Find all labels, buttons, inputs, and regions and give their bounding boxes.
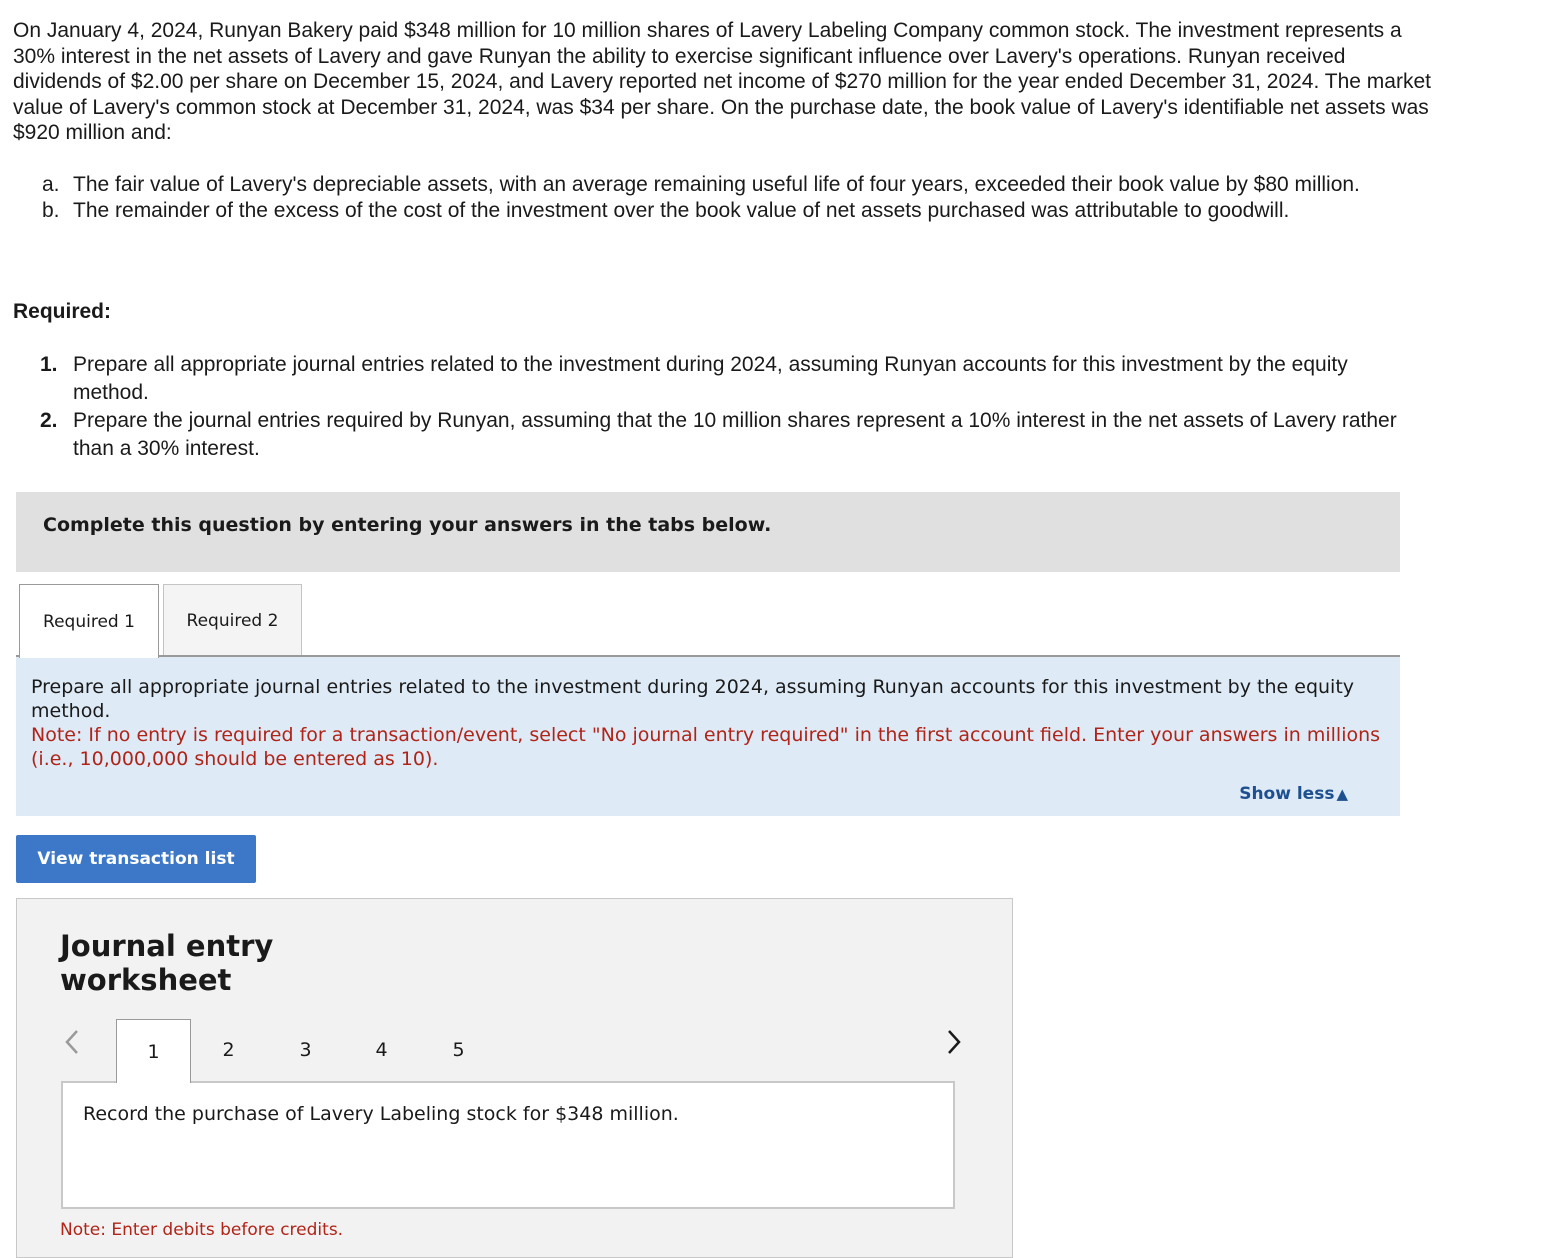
tab-required-2[interactable]: Required 2 bbox=[163, 584, 302, 656]
chevron-right-icon bbox=[946, 1029, 962, 1055]
journal-entry-worksheet bbox=[16, 898, 1013, 1258]
list-item bbox=[40, 407, 1420, 463]
view-transaction-list-button[interactable]: View transaction list bbox=[16, 835, 256, 883]
required-marker: 2. bbox=[40, 409, 58, 432]
problem-statement: On January 4, 2024, Runyan Bakery paid $348 million for 10 million shares of Lavery Labeling Company common stock. The investment represents a 30% interest in the net assets of Lavery and gave Runyan the ability to exercise significant influence over Lavery's operations. Runyan received dividends of $2.00 per share on December 15, 2024, and Lavery reported net income of $270 million for the year ended December 31, 2024. The market value of Lavery's common stock at December 31, 2024, was $34 per share. On the purchase date, the book value of Lavery's identifiable net assets was $920 million and: bbox=[13, 19, 1431, 144]
triangle-up-icon: ▲ bbox=[1336, 785, 1348, 803]
next-entry-button[interactable] bbox=[939, 1021, 969, 1063]
chevron-left-icon bbox=[64, 1029, 80, 1055]
part-marker: b. bbox=[42, 199, 60, 222]
entry-page-4[interactable]: 4 bbox=[375, 1039, 388, 1061]
panel-note: Note: If no entry is required for a transaction/event, select "No journal entry required" in the first account field. Enter your answers in millions (i.e., 10,000,000 should be entered as 10). bbox=[31, 724, 1381, 770]
part-marker: a. bbox=[42, 173, 60, 196]
worksheet-note: Note: Enter debits before credits. bbox=[60, 1220, 344, 1240]
worksheet-title-line1: Journal entry bbox=[60, 929, 274, 963]
required-text: Prepare the journal entries required by Runyan, assuming that the 10 million shares represent a 10% interest in the net assets of Lavery rather than a 30% interest. bbox=[73, 409, 1397, 460]
worksheet-title bbox=[60, 929, 273, 997]
banner-text: Complete this question by entering your answers in the tabs below. bbox=[43, 514, 772, 536]
tab-required-1[interactable]: Required 1 bbox=[19, 584, 159, 658]
show-less-label: Show less bbox=[1239, 784, 1335, 804]
tab-panel-required-1 bbox=[16, 655, 1400, 816]
list-item bbox=[42, 198, 1422, 224]
entry-description-box bbox=[61, 1081, 955, 1209]
instructions-banner bbox=[16, 492, 1400, 572]
prev-entry-button[interactable] bbox=[57, 1021, 87, 1063]
panel-prompt: Prepare all appropriate journal entries related to the investment during 2024, assuming Runyan accounts for this investment by the equity method. bbox=[31, 676, 1355, 722]
entry-page-5[interactable]: 5 bbox=[452, 1039, 465, 1061]
problem-parts-list bbox=[42, 172, 1422, 224]
required-marker: 1. bbox=[40, 353, 58, 376]
part-text: The fair value of Lavery's depreciable assets, with an average remaining useful life of four years, exceeded their book value by $80 million. bbox=[73, 173, 1360, 196]
entry-page-1[interactable]: 1 bbox=[116, 1019, 191, 1083]
entry-page-3[interactable]: 3 bbox=[299, 1039, 312, 1061]
list-item bbox=[40, 351, 1420, 407]
entry-description: Record the purchase of Lavery Labeling stock for $348 million. bbox=[83, 1103, 679, 1125]
worksheet-title-line2: worksheet bbox=[60, 963, 232, 997]
required-text: Prepare all appropriate journal entries related to the investment during 2024, assuming Runyan accounts for this investment by the equity method. bbox=[73, 353, 1348, 404]
required-list bbox=[40, 351, 1420, 463]
part-text: The remainder of the excess of the cost of the investment over the book value of net assets purchased was attributable to goodwill. bbox=[73, 199, 1290, 222]
required-heading: Required: bbox=[13, 300, 112, 323]
show-less-link[interactable] bbox=[1239, 784, 1348, 804]
list-item bbox=[42, 172, 1422, 198]
entry-page-2[interactable]: 2 bbox=[222, 1039, 235, 1061]
